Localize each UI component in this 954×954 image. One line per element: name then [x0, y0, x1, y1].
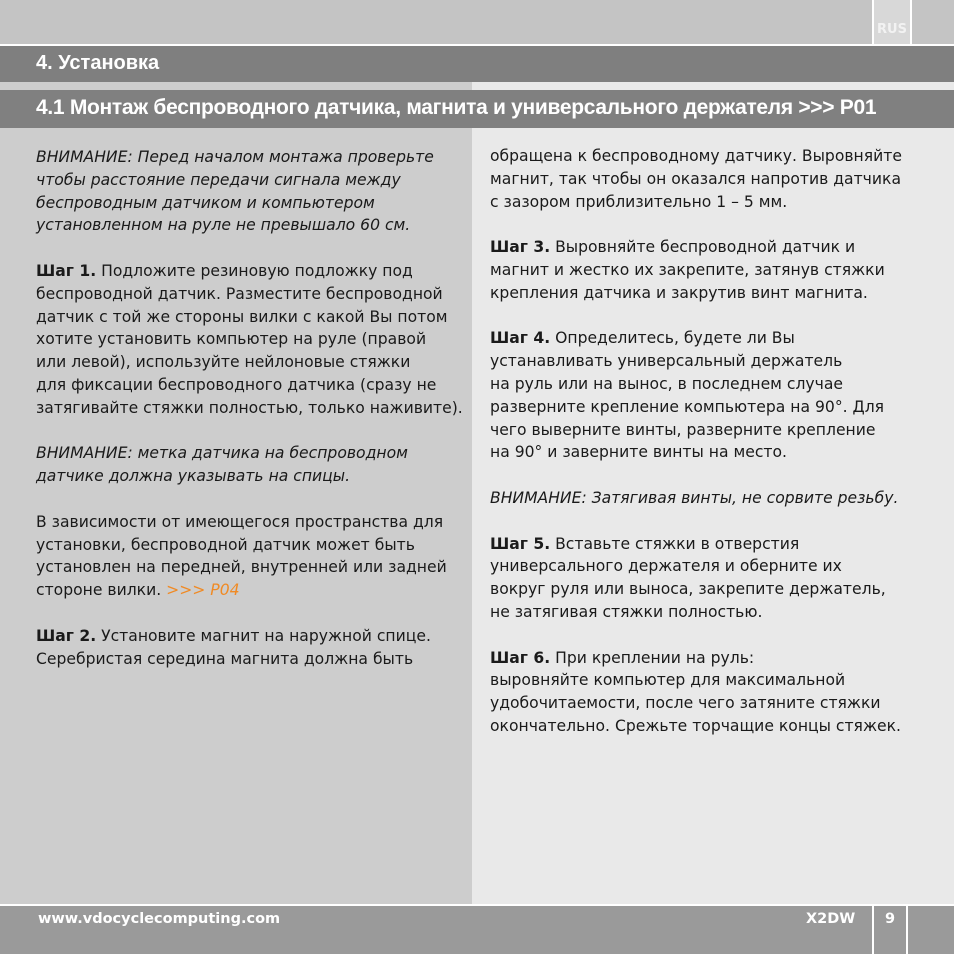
subsection-title: 4.1 Монтаж беспроводного датчика, магнита и универсального держателя >>> P01	[36, 96, 877, 119]
language-box	[872, 0, 912, 44]
step-5: Шаг 5. Вставьте стяжки в отверстия универсального держателя и оберните их вокруг руля или выноса, закрепите держатель, не затягивая стяжки полностью.	[490, 534, 886, 621]
step-6: Шаг 6. При креплении на руль: выровняйте компьютер для максимальной удобочитаемости, после чего затяните стяжки окончательно. Срежьте торчащие концы стяжек.	[490, 648, 901, 735]
left-column	[36, 146, 466, 670]
footer-separator	[906, 906, 908, 954]
page-number: 9	[884, 911, 896, 927]
top-bar	[0, 0, 954, 44]
step-2-continued: обращена к беспроводному датчику. Выровняйте магнит, так чтобы он оказался напротив датчика с зазором приблизительно 1 – 5 мм.	[490, 147, 902, 211]
step-1-label: Шаг 1.	[36, 261, 97, 280]
placement-note: В зависимости от имеющегося пространства для установки, беспроводной датчик может быть установлен на передней, внутренней или задней стороне вилки. >>> P04	[36, 512, 447, 600]
warning-transmission: ВНИМАНИЕ: Перед началом монтажа проверьте чтобы расстояние передачи сигнала между беспроводным датчиком и компьютером установленном на руле не превышало 60 см.	[36, 148, 434, 235]
step-6-label: Шаг 6.	[490, 648, 551, 667]
footer-website-link[interactable]: www.vdocyclecomputing.com	[38, 911, 281, 927]
step-4: Шаг 4. Определитесь, будете ли Вы устанавливать универсальный держатель на руль или на вынос, в последнем случае разверните крепление компьютера на 90°. Для чего выверните винты, разверните крепление на 90° и заверните винты на место.	[490, 329, 885, 462]
right-column	[490, 145, 940, 738]
step-2: Шаг 2. Установите магнит на наружной спице. Серебристая середина магнита должна быть	[36, 626, 431, 668]
section-title: 4. Установка	[36, 52, 160, 74]
page-link-p04[interactable]: >>> P04	[166, 581, 240, 600]
step-5-label: Шаг 5.	[490, 534, 551, 553]
step-1: Шаг 1. Подложите резиновую подложку под беспроводной датчик. Разместите беспроводной датчик с той же стороны вилки с какой Вы потом хотите установить компьютер на руле (правой или левой), используйте нейлоновые стяжки для фиксации беспроводного датчика (сразу не затягивайте стяжки полностью, только наживите).	[36, 261, 463, 417]
language-label: RUS	[877, 22, 907, 37]
warning-sensor-mark: ВНИМАНИЕ: метка датчика на беспроводном датчике должна указывать на спицы.	[36, 444, 408, 486]
warning-screws: ВНИМАНИЕ: Затягивая винты, не сорвите резьбу.	[490, 488, 899, 507]
step-2-label: Шаг 2.	[36, 626, 97, 645]
step-3-label: Шаг 3.	[490, 238, 551, 257]
footer-model: X2DW	[806, 911, 856, 927]
step-4-label: Шаг 4.	[490, 329, 551, 348]
step-3: Шаг 3. Выровняйте беспроводной датчик и магнит и жестко их закрепите, затянув стяжки крепления датчика и закрутив винт магнита.	[490, 238, 885, 302]
